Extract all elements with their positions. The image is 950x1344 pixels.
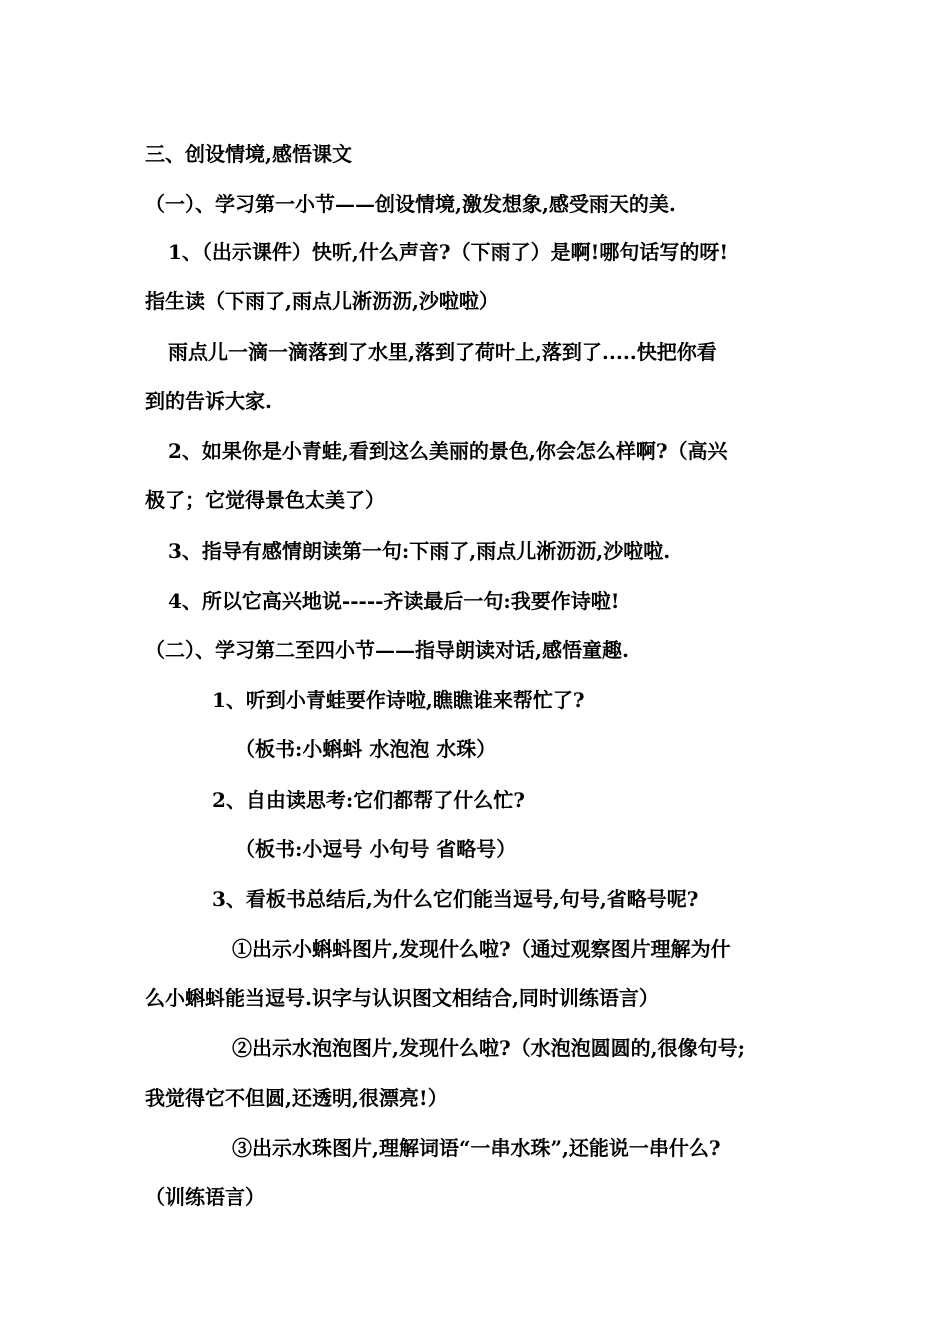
subsection-heading-2: （二）、学习第二至四小节——指导朗读对话,感悟童趣. [145,638,629,662]
paragraph-line: 2、自由读思考:它们都帮了什么忙? [212,788,526,812]
paragraph-line: ①出示小蝌蚪图片,发现什么啦?（通过观察图片理解为什 [232,937,731,961]
paragraph-line: 3、指导有感情朗读第一句:下雨了,雨点儿淅沥沥,沙啦啦. [168,539,671,563]
paragraph-line: （训练语言） [145,1185,265,1209]
board-note: （板书:小逗号 小句号 省略号） [235,837,517,861]
paragraph-line: 2、如果你是小青蛙,看到这么美丽的景色,你会怎么样啊?（高兴 [168,439,728,463]
paragraph-line: 4、所以它高兴地说-----齐读最后一句:我要作诗啦! [168,589,620,613]
board-note: （板书:小蝌蚪 水泡泡 水珠） [235,737,497,761]
paragraph-line: 指生读（下雨了,雨点儿淅沥沥,沙啦啦） [145,289,499,313]
paragraph-line: 3、看板书总结后,为什么它们能当逗号,句号,省略号呢? [212,887,699,911]
paragraph-line: ②出示水泡泡图片,发现什么啦?（水泡泡圆圆的,很像句号; [232,1036,746,1060]
paragraph-line: ③出示水珠图片,理解词语“一串水珠”,还能说一串什么? [232,1136,721,1160]
paragraph-line: 到的告诉大家. [145,389,272,413]
paragraph-line: 么小蝌蚪能当逗号.识字与认识图文相结合,同时训练语言） [145,986,659,1010]
paragraph-line: 1、（出示课件）快听,什么声音?（下雨了）是啊!哪句话写的呀! [168,240,729,264]
section-heading: 三、创设情境,感悟课文 [145,142,352,166]
subsection-heading-1: （一）、学习第一小节——创设情境,激发想象,感受雨天的美. [145,192,676,216]
paragraph-line: 1、听到小青蛙要作诗啦,瞧瞧谁来帮忙了? [212,688,585,712]
paragraph-line: 雨点儿一滴一滴落到了水里,落到了荷叶上,落到了.....快把你看 [168,340,717,364]
paragraph-line: 极了；它觉得景色太美了） [145,488,385,512]
paragraph-line: 我觉得它不但圆,还透明,很漂亮!） [145,1086,448,1110]
